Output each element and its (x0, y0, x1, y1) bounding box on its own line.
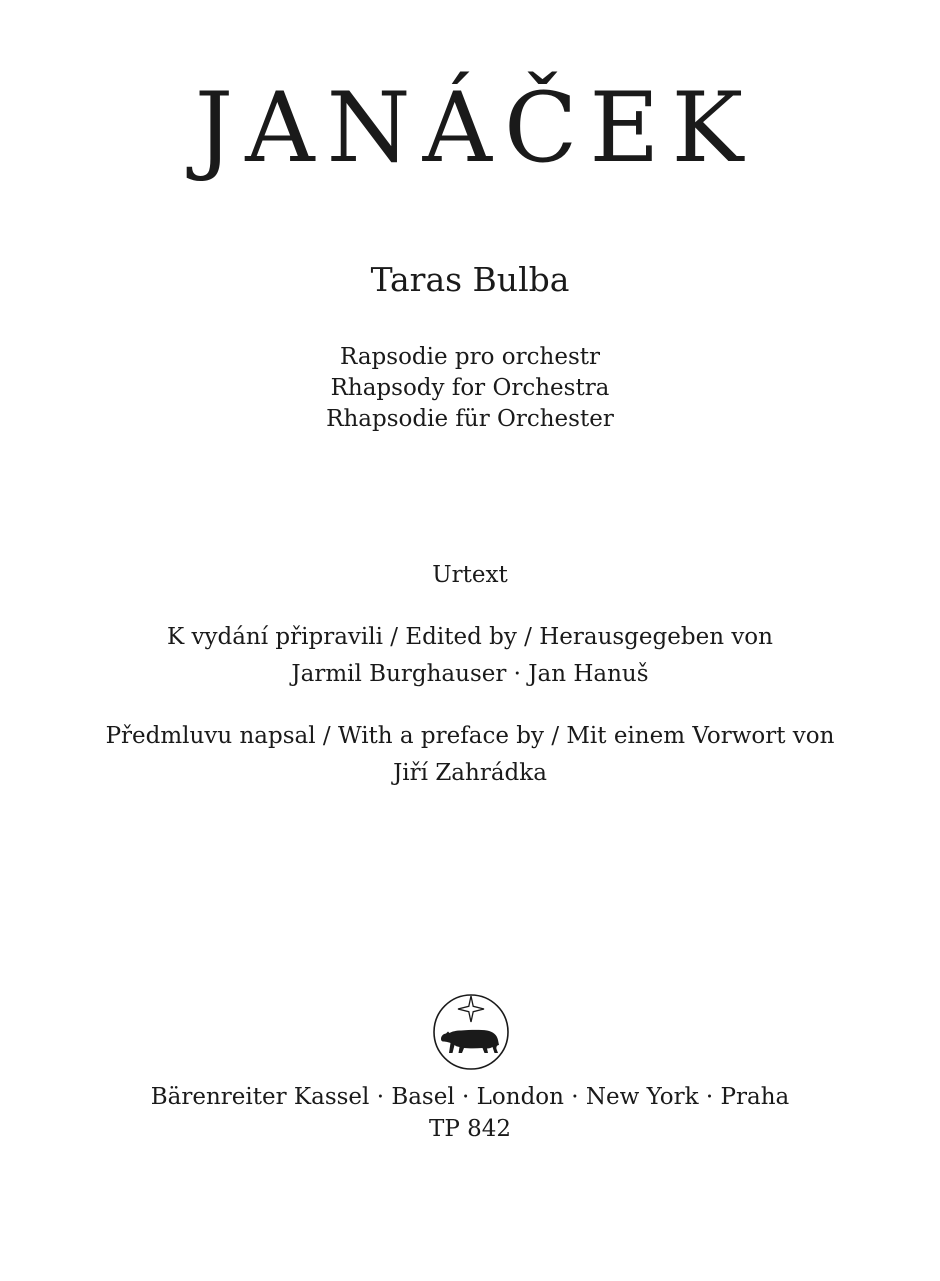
subtitle-czech: Rapsodie pro orchestr (340, 344, 600, 370)
publisher-cities: Bärenreiter Kassel · Basel · London · New York · Praha (150, 1084, 790, 1110)
subtitle-german: Rhapsodie für Orchester (326, 406, 614, 432)
subtitle-english: Rhapsody for Orchestra (330, 375, 610, 401)
preface-author: Jiří Zahrádka (393, 760, 547, 786)
catalog-number: TP 842 (428, 1116, 512, 1142)
urtext-label: Urtext (432, 562, 508, 588)
composer-name: JANÁČEK (194, 72, 756, 184)
preface-label: Předmluvu napsal / With a preface by / Mit einem Vorwort von (105, 723, 835, 749)
work-title: Taras Bulba (370, 260, 570, 299)
editors-names: Jarmil Burghauser · Jan Hanuš (291, 661, 649, 687)
editors-label: K vydání připravili / Edited by / Herausgegeben von (167, 624, 773, 650)
bear-star-seal-icon (431, 992, 511, 1072)
